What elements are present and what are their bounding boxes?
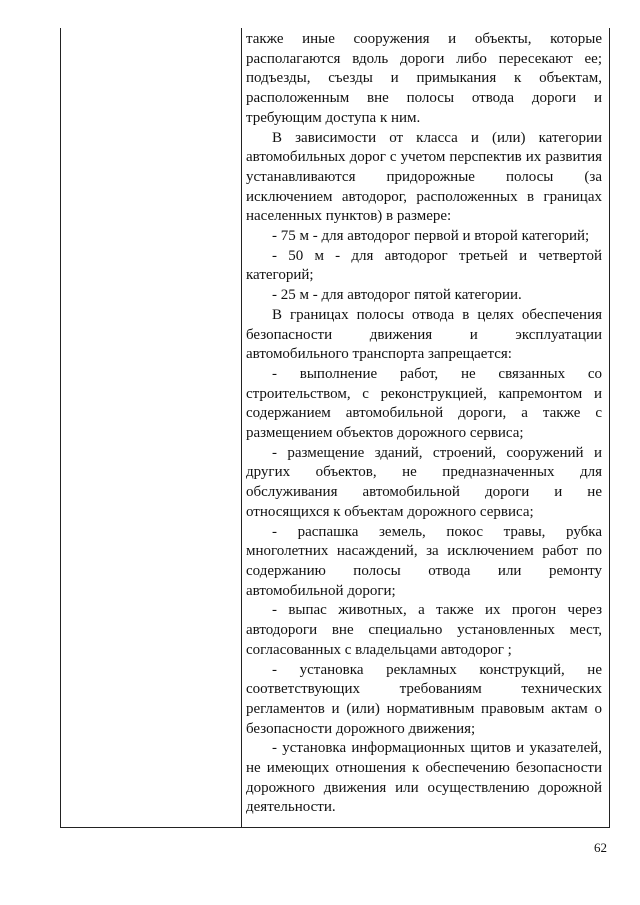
table-right-cell xyxy=(246,30,602,818)
list-item-50m: - 50 м - для автодорог третьей и четвертой категорий; xyxy=(246,247,602,284)
list-item-75m: - 75 м - для автодорог первой и второй категорий; xyxy=(272,228,590,245)
list-item-25m: - 25 м - для автодорог пятой категории. xyxy=(272,287,522,304)
list-item-info-boards: - установка информационных щитов и указателей, не имеющих отношения к обеспечению безопасности дорожного движения или осуществлению дорожной деятельности. xyxy=(246,740,602,816)
page-number: 62 xyxy=(594,840,607,855)
column-divider xyxy=(241,28,242,828)
list-item-grazing: - выпас животных, а также их прогон через автодороги вне специально установленных мест, согласованных с владельцами автодорог ; xyxy=(246,602,602,658)
list-item-plowing: - распашка земель, покос травы, рубка многолетних насаждений, за исключением работ по содержанию полосы отвода или ремонту автомобильной дороги; xyxy=(246,523,602,599)
paragraph-prohibited: В границах полосы отвода в целях обеспечения безопасности движения и эксплуатации автомобильного транспорта запрещается: xyxy=(246,306,602,363)
list-item-buildings: - размещение зданий, строений, сооружений и других объектов, не предназначенных для обслуживания автомобильной дороги и не относящихся к объектам дорожного сервиса; xyxy=(246,444,602,520)
table-left-cell xyxy=(61,28,241,827)
list-item-advertising: - установка рекламных конструкций, не соответствующих требованиям технических регламентов и (или) нормативным правовым актам о безопасности дорожного движения; xyxy=(246,661,602,737)
list-item-works: - выполнение работ, не связанных со строительством, с реконструкцией, капремонтом и содержанием автомобильной дороги, а также с размещением объектов дорожного сервиса; xyxy=(246,365,602,442)
paragraph-continuation: также иные сооружения и объекты, которые располагаются вдоль дороги либо пересекают ее; подъезды, съезды и примыкания к объектам, расположенным вне полосы отвода дороги и требующим доступа к ним. xyxy=(246,31,602,126)
paragraph-roadside-strips: В зависимости от класса и (или) категории автомобильных дорог с учетом перспектив их развития устанавливаются придорожные полосы (за исключением автодорог, расположенных в границах населенных пунктов) в размере: xyxy=(246,129,602,225)
